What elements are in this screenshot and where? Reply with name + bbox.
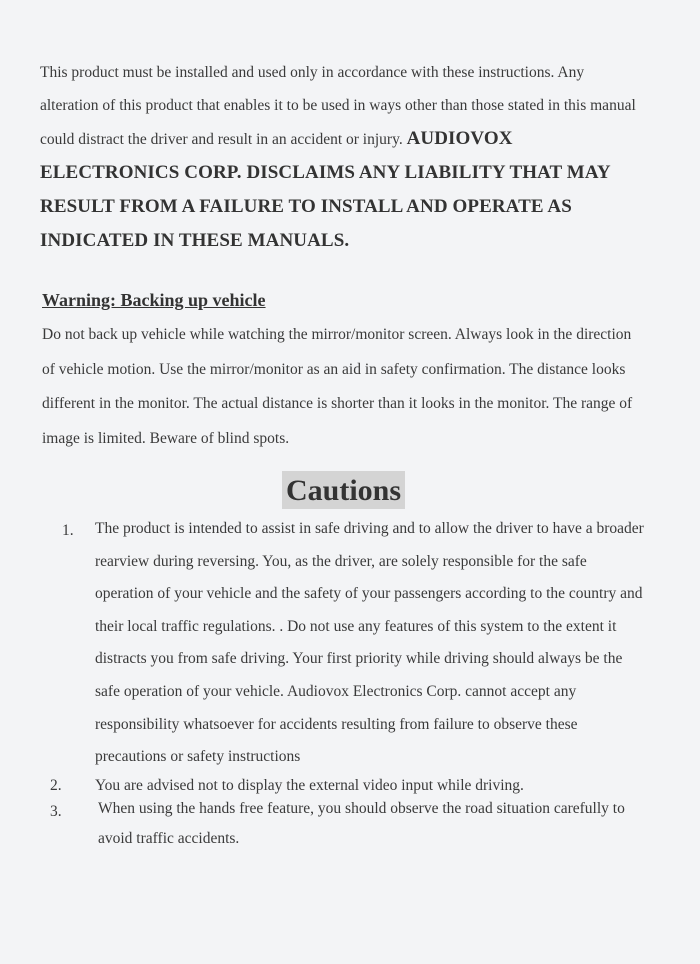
cautions-title: Cautions <box>282 471 405 509</box>
liability-disclaimer: AUDIOVOX ELECTRONICS CORP. DISCLAIMS ANY LIABILITY THAT MAY RESULT FROM A FAILURE TO INSTALL AND OPERATE AS INDICATED IN THESE MANUALS. <box>40 128 611 251</box>
list-item-number: 3. <box>50 803 62 820</box>
caution-item-text: The product is intended to assist in safe driving and to allow the driver to have a broader rearview during reversing. You, as the driver, are solely responsible for the safe operation of your vehicle and the safety of your passengers according to the country and their local traffic regulations. . Do not use any features of this system to the extent it distracts you from safe driving. Your first priority while driving should always be the safe operation of your vehicle. Audiovox Electronics Corp. cannot accept any responsibility whatsoever for accidents resulting from failure to observe these precautions or safety instructions <box>95 520 644 766</box>
warning-heading: Warning: Backing up vehicle <box>42 290 266 310</box>
list-item-number: 2. <box>50 777 62 794</box>
intro-text: This product must be installed and used only in accordance with these instructions. Any alteration of this product that enables it to be used in ways other than those stated in this manual could distract the driver and result in an accident or injury. <box>40 64 636 148</box>
intro-paragraph <box>40 56 645 258</box>
caution-item-text: When using the hands free feature, you should observe the road situation carefully to avoid traffic accidents. <box>98 800 625 847</box>
caution-item-text: You are advised not to display the external video input while driving. <box>95 777 524 794</box>
warning-body: Do not back up vehicle while watching the mirror/monitor screen. Always look in the direction of vehicle motion. Use the mirror/monitor as an aid in safety confirmation. The distance looks different in the monitor. The actual distance is shorter than it looks in the monitor. The range of image is limited. Beware of blind spots. <box>42 326 633 447</box>
list-item-number: 1. <box>62 522 74 539</box>
